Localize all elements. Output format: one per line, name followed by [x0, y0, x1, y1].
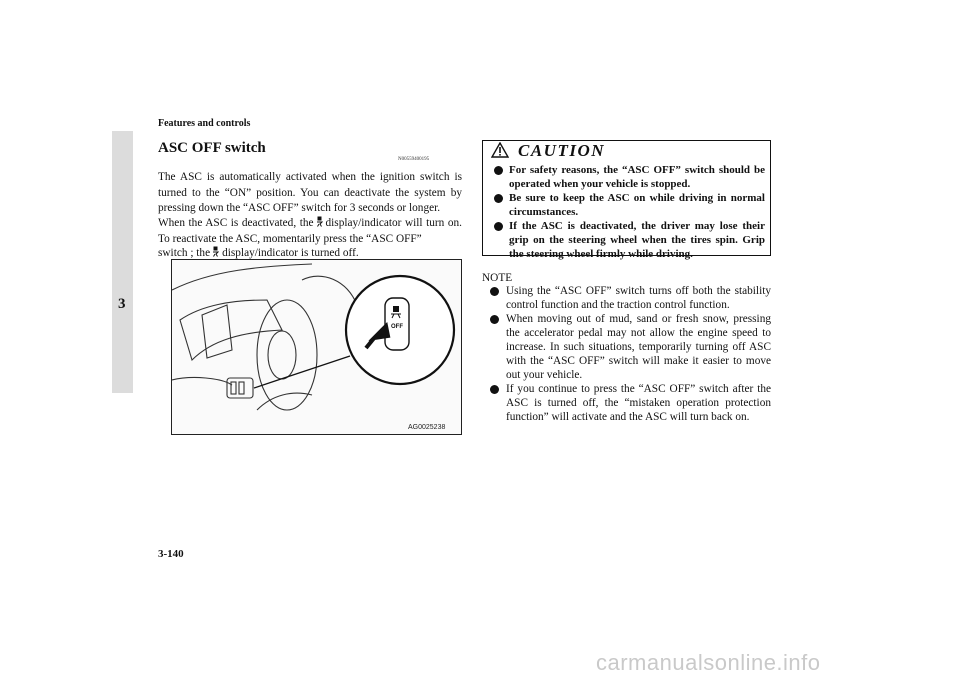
- note-item: When moving out of mud, sand or fresh snow, pressing the accelerator pedal may not allow the engine speed to increase. In such situations, temporarily turning off ASC with the “ASC OFF” switch will make it easier to move out your vehicle.: [490, 312, 771, 382]
- note-list: [490, 284, 771, 424]
- asc-indicator-icon: [212, 246, 219, 257]
- lower-dash: [172, 378, 232, 385]
- caution-list: [490, 163, 765, 261]
- caution-item: If the ASC is deactivated, the driver may lose their grip on the steering wheel when the tires spin. Grip the steering wheel firmly while driving.: [490, 219, 765, 261]
- dash-vent: [180, 300, 282, 360]
- dash-top-line: [172, 264, 312, 290]
- note-label: NOTE: [482, 272, 513, 284]
- p2-text-after: display/indicator will turn on. To reactivate the ASC, momentarily press the “ASC OFF”: [158, 217, 463, 245]
- caution-item: For safety reasons, the “ASC OFF” switch should be operated when your vehicle is stopped.: [490, 163, 765, 191]
- caution-title: CAUTION: [518, 141, 606, 160]
- steering-wheel-top: [302, 276, 357, 305]
- dash-panel: [202, 305, 232, 358]
- p3-text-after: display/indicator is turned off.: [222, 247, 359, 259]
- section-header: Features and controls: [158, 118, 251, 129]
- switch-car-symbol: [393, 306, 399, 312]
- caution-item: Be sure to keep the ASC on while driving in normal circumstances.: [490, 191, 765, 219]
- page-title: ASC OFF switch: [158, 140, 266, 156]
- section-code: N00559400195: [398, 157, 430, 162]
- deactivate-paragraph: [158, 216, 462, 247]
- note-item: Using the “ASC OFF” switch turns off both the stability control function and the traction control function.: [490, 284, 771, 312]
- switch-b: [239, 382, 244, 394]
- warning-triangle-icon: [491, 142, 509, 158]
- p3-text-before: switch ; the: [158, 247, 211, 259]
- figure-id: AG0025238: [408, 424, 446, 431]
- watermark: carmanualsonline.info: [596, 650, 821, 675]
- asc-indicator-icon: [316, 216, 323, 227]
- note-item: If you continue to press the “ASC OFF” switch after the ASC is turned off, the “mistaken operation protection function” will activate and the ASC will turn back on.: [490, 382, 771, 424]
- page-number: 3-140: [158, 548, 184, 560]
- gauge: [268, 331, 296, 379]
- chapter-tab: [112, 131, 133, 393]
- intro-paragraph: The ASC is automatically activated when the ignition switch is turned to the “ON” position. You can deactivate the system by pressing down the “ASC OFF” switch for 3 seconds or longer.: [158, 171, 462, 215]
- switch-off-text: OFF: [391, 324, 403, 330]
- chapter-number: 3: [118, 296, 126, 312]
- dashboard-drawing: [172, 260, 463, 436]
- asc-switch-illustration: [171, 259, 462, 435]
- p2-text-before: When the ASC is deactivated, the: [158, 217, 314, 229]
- switch-a: [231, 382, 236, 394]
